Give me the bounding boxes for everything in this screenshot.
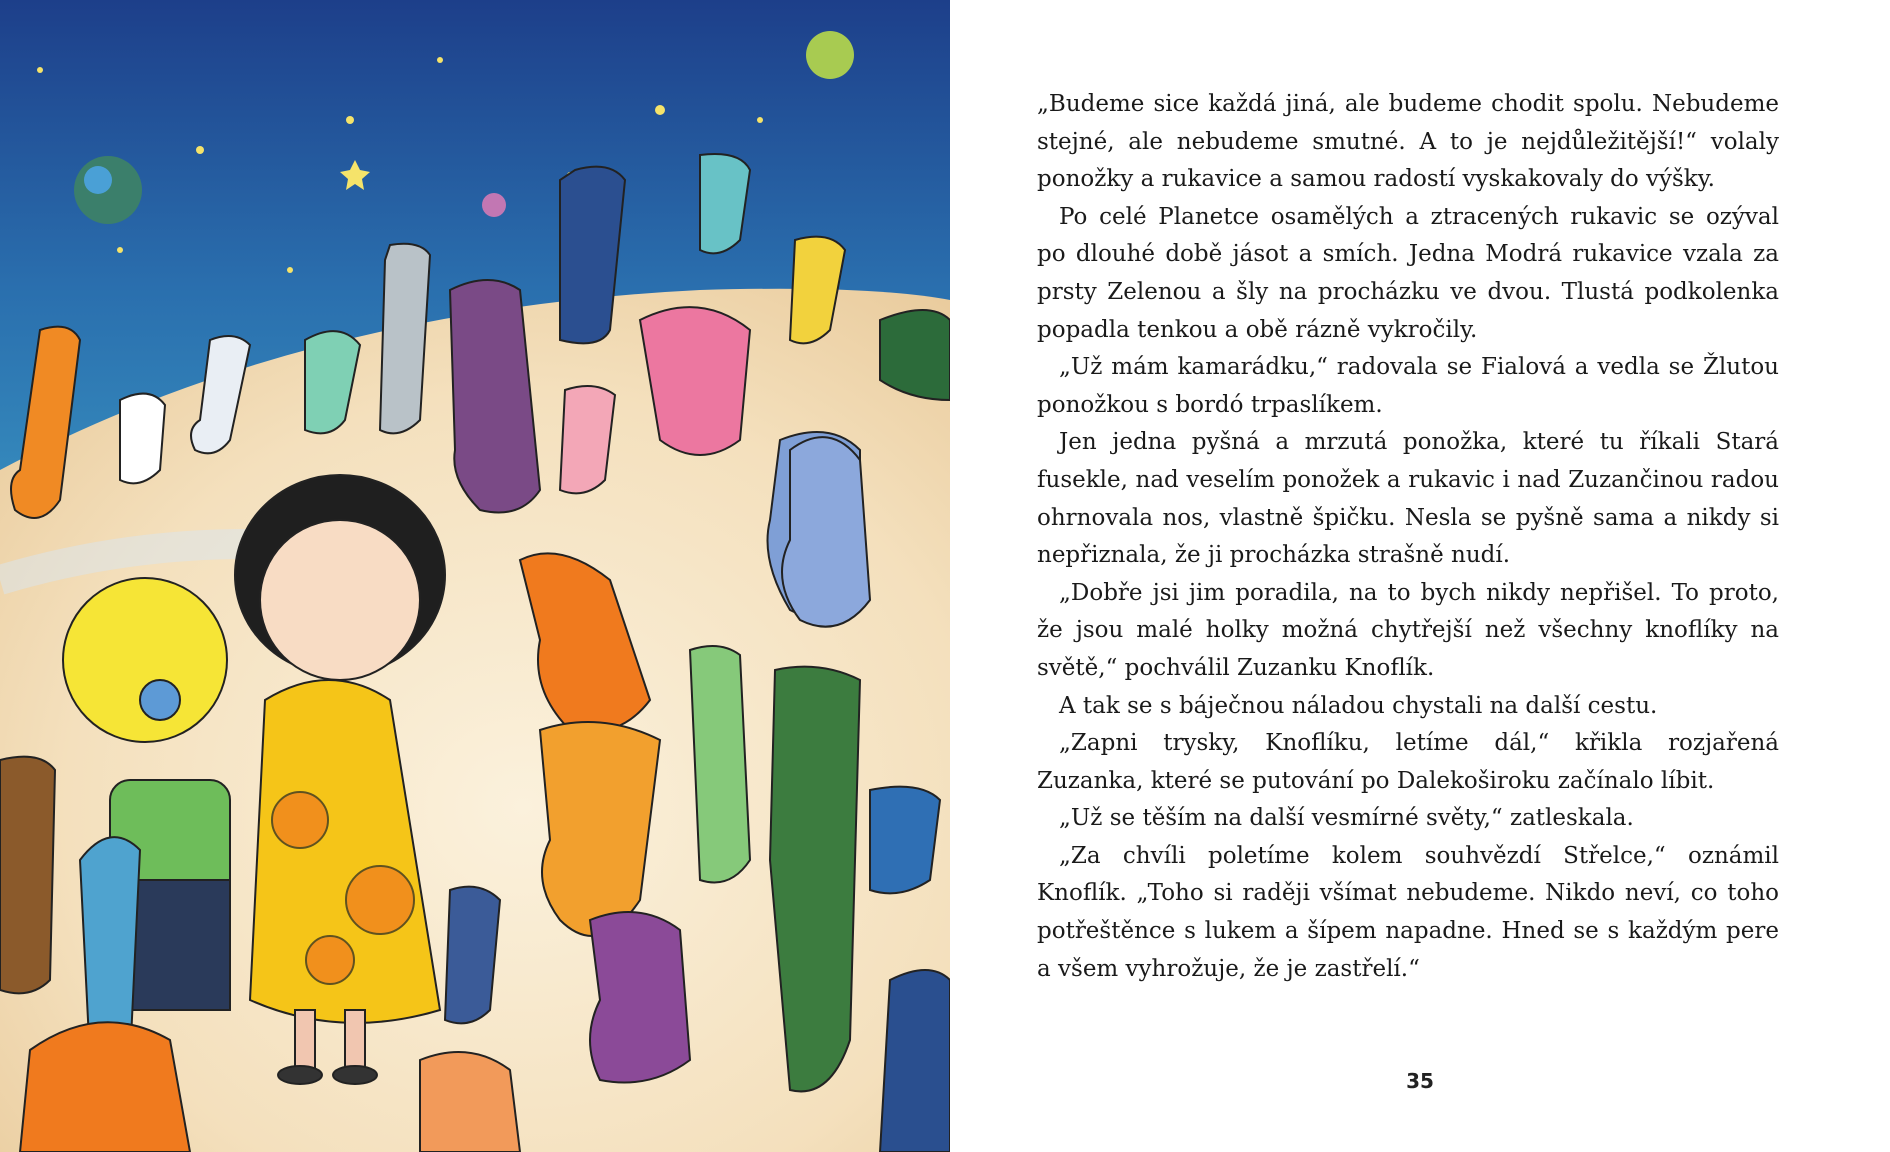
paragraph: „Budeme sice každá jiná, ale budeme chodit spolu. Nebudeme stejné, ale nebudeme smutné. A to je nejdůležitější!“ volaly ponožky a rukavice a samou radostí vyskakovaly do výšky. — [1037, 91, 1779, 193]
paragraph: „Dobře jsi jim poradila, na to bych nikdy nepřišel. To proto, že jsou malé holky možná chytřejší než všechny knoflíky na světě,“ pochválil Zuzanku Knoflík. — [1037, 579, 1779, 681]
story-text — [1037, 86, 1779, 988]
paragraph: „Zapni trysky, Knoflíku, letíme dál,“ křikla rozjařená Zuzanka, které se putování po Dalekoširoku začínalo líbit. — [1037, 730, 1779, 794]
paragraph: „Za chvíli poletíme kolem souhvězdí Střelce,“ oznámil Knoflík. „Toho si raději všímat nebudeme. Nikdo neví, co toho potřeštěnce s lukem a šípem napadne. Hned se s každým pere a všem vyhrožuje, že je zastřelí.“ — [1037, 842, 1779, 982]
paragraph: Jen jedna pyšná a mrzutá ponožka, které tu říkali Stará fusekle, nad veselím ponožek a rukavic i nad Zuzančinou radou ohrnovala nos, vlastně špičku. Nesla se pyšně sama a nikdy si nepřiznala, že ji procházka strašně nudí. — [1037, 429, 1779, 569]
paragraph: A tak se s báječnou náladou chystali na další cestu. — [1059, 692, 1658, 719]
text-page — [950, 0, 1890, 1152]
paragraph: Po celé Planetce osamělých a ztracených rukavic se ozýval po dlouhé době jásot a smích. Jedna Modrá rukavice vzala za prsty Zelenou a šly na procházku ve dvou. Tlustá podkolenka popadla tenkou a obě rázně vykročily. — [1037, 203, 1779, 343]
page-number: 35 — [1406, 1069, 1434, 1093]
paragraph: „Už mám kamarádku,“ radovala se Fialová a vedla se Žlutou ponožkou s bordó trpaslíkem. — [1037, 354, 1779, 418]
paragraph: „Už se těším na další vesmírné světy,“ zatleskala. — [1059, 805, 1634, 832]
